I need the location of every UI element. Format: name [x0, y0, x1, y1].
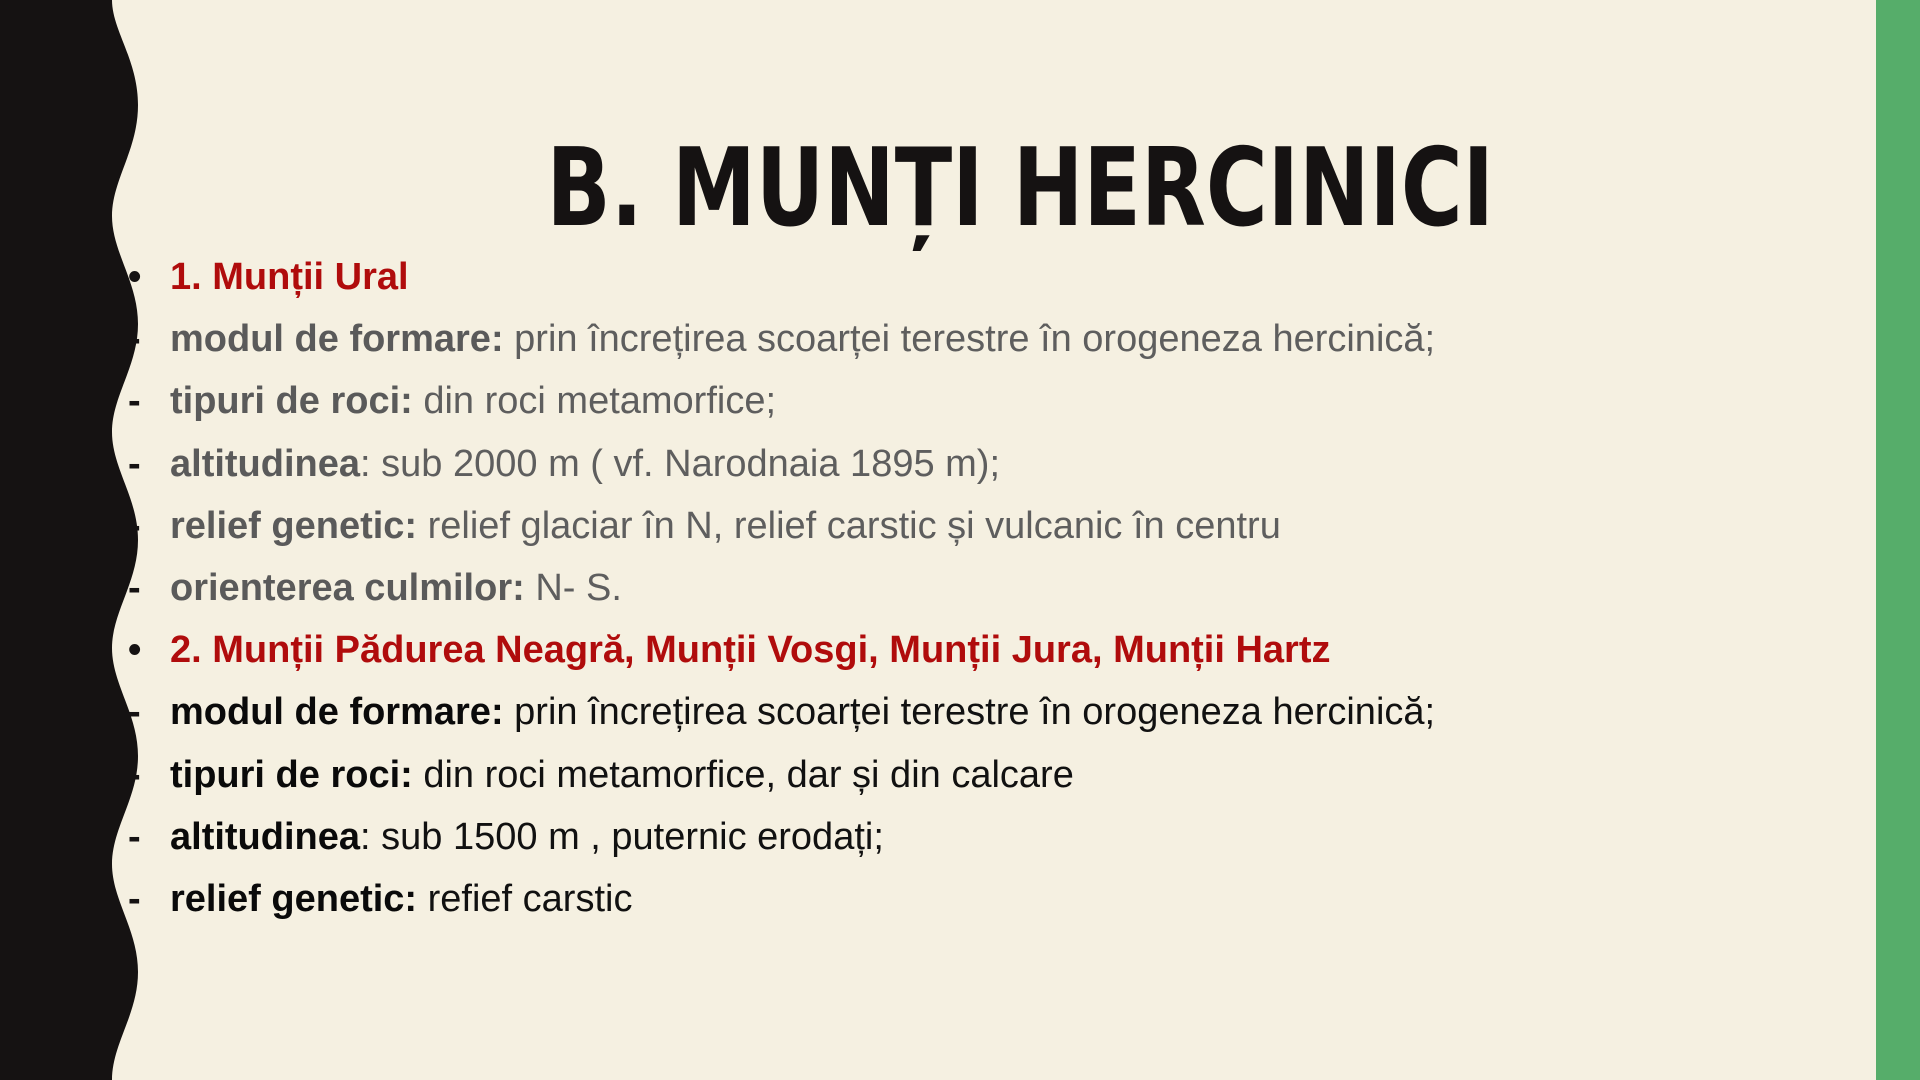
item-key: altitudinea [170, 815, 361, 858]
item-key: orienterea culmilor: [170, 566, 525, 609]
section-heading [128, 246, 1828, 308]
item-key: modul de formare: [170, 318, 504, 361]
item-key: relief genetic: [170, 877, 418, 920]
section-heading-text: 1. Munții Ural [170, 256, 409, 298]
dash-marker: - [128, 442, 141, 485]
bullet-marker: • [128, 629, 142, 672]
dash-marker: - [128, 691, 141, 734]
list-item [128, 868, 1828, 930]
dash-marker: - [128, 877, 141, 920]
item-value: din roci metamorfice, dar și din calcare [412, 753, 1074, 796]
item-value: refief carstic [417, 877, 633, 920]
list-item [128, 370, 1828, 432]
bullet-marker: • [128, 256, 142, 298]
dash-marker: - [128, 318, 141, 361]
left-band-wave-shape [0, 0, 138, 1080]
dash-marker: - [128, 566, 141, 609]
item-value: : sub 1500 m , puternic erodați; [360, 815, 884, 858]
item-value: din roci metamorfice; [412, 380, 777, 423]
item-value: prin încrețirea scoarței terestre în orogeneza hercinică; [503, 318, 1436, 361]
dash-marker: - [128, 753, 141, 796]
item-key: tipuri de roci: [170, 753, 413, 796]
section-heading [128, 619, 1828, 681]
list-item [128, 557, 1828, 619]
item-key: modul de formare: [170, 691, 504, 734]
right-accent-band [1876, 0, 1920, 1080]
dash-marker: - [128, 504, 141, 547]
item-value: prin încrețirea scoarței terestre în orogeneza hercinică; [503, 691, 1436, 734]
item-value: : sub 2000 m ( vf. Narodnaia 1895 m); [360, 442, 1001, 485]
dash-marker: - [128, 380, 141, 423]
list-item [128, 744, 1828, 806]
item-key: tipuri de roci: [170, 380, 413, 423]
item-key: relief genetic: [170, 504, 418, 547]
item-value: N- S. [524, 566, 622, 609]
list-item [128, 495, 1828, 557]
list-item [128, 433, 1828, 495]
list-item [128, 806, 1828, 868]
section-heading-text: 2. Munții Pădurea Neagră, Munții Vosgi, Munții Jura, Munții Hartz [170, 629, 1331, 672]
dash-marker: - [128, 815, 141, 858]
item-key: altitudinea [170, 442, 361, 485]
slide-content [128, 246, 1828, 930]
list-item [128, 681, 1828, 743]
slide-title: B. MUNȚI HERCINICI [546, 126, 1495, 252]
left-decorative-band [0, 0, 145, 1080]
list-item [128, 308, 1828, 370]
item-value: relief glaciar în N, relief carstic și vulcanic în centru [417, 504, 1281, 547]
